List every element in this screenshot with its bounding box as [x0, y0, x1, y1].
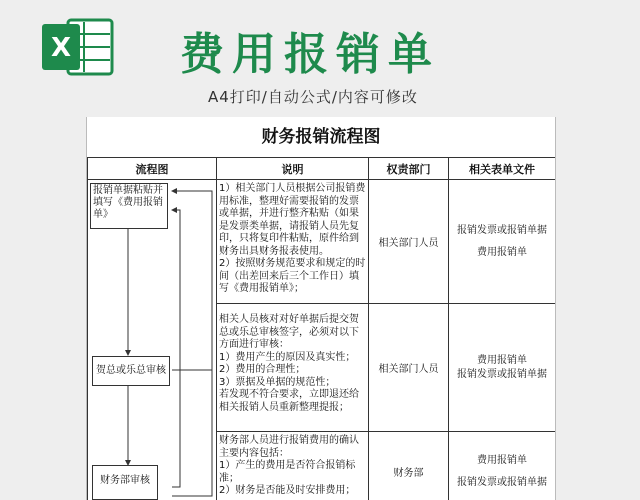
column-header-department: 权责部门 [369, 158, 449, 180]
file-item: 报销发票或报销单据 [457, 476, 547, 488]
return-line-outer-lower [172, 370, 212, 496]
page-subtitle: A4打印/自动公式/内容可修改 [208, 88, 418, 106]
file-item: 报销发票或报销单据 [457, 224, 547, 236]
flow-step-box: 贺总或乐总审核 [92, 356, 170, 386]
column-header-flowchart: 流程图 [88, 158, 217, 180]
description-cell: 财务部人员进行报销费用的确认主要内容包括： 1）产生的费用是否符合报销标准； 2）财务是否能及时安排费用； [217, 432, 369, 500]
logo-letter: X [50, 33, 72, 63]
file-item: 费用报销单 [477, 454, 527, 466]
worksheet [86, 117, 556, 500]
excel-logo-icon [38, 14, 116, 80]
table-header-row [88, 158, 556, 180]
department-cell: 相关部门人员 [369, 180, 449, 304]
description-cell: 1）相关部门人员根据公司报销费用标准，整理好需要报销的发票或单据，并进行整齐粘贴（如果是发票类单据，请报销人员先复印，只将复印件粘贴，原件给到财务出具财务报表使用。 2）按照财务规范要求和规定的时间（出差回来后三个工作日）填写《费用报销单》； [217, 180, 369, 304]
file-item: 费用报销单 [477, 354, 527, 366]
process-table [87, 157, 556, 500]
return-line-inner [172, 210, 180, 487]
description-cell: 相关人员核对对好单据后提交贺总或乐总审核签字，必须对以下方面进行审核： 1）费用产生的原因及真实性； 2）费用的合理性； 3）票据及单据的规范性； 若发现不符合要求，立即退还给相关报销人员重新整理提报； [217, 304, 369, 432]
files-cell [449, 432, 556, 500]
department-cell: 相关部门人员 [369, 304, 449, 432]
department-cell: 财务部 [369, 432, 449, 500]
page-title: 费用报销单 [180, 29, 440, 80]
column-header-files: 相关表单文件 [449, 158, 556, 180]
flow-step-box: 报销单据粘贴并填写《费用报销单》 [90, 183, 168, 229]
return-line-outer [172, 191, 212, 370]
table-row [88, 180, 556, 304]
sheet-title: 财务报销流程图 [261, 127, 381, 147]
files-cell [449, 304, 556, 432]
file-item: 费用报销单 [477, 246, 527, 258]
flowchart-cell [88, 180, 217, 500]
flow-step-box: 财务部审核 [92, 465, 158, 500]
file-item: 报销发票或报销单据 [457, 368, 547, 380]
files-cell [449, 180, 556, 304]
column-header-description: 说明 [217, 158, 369, 180]
